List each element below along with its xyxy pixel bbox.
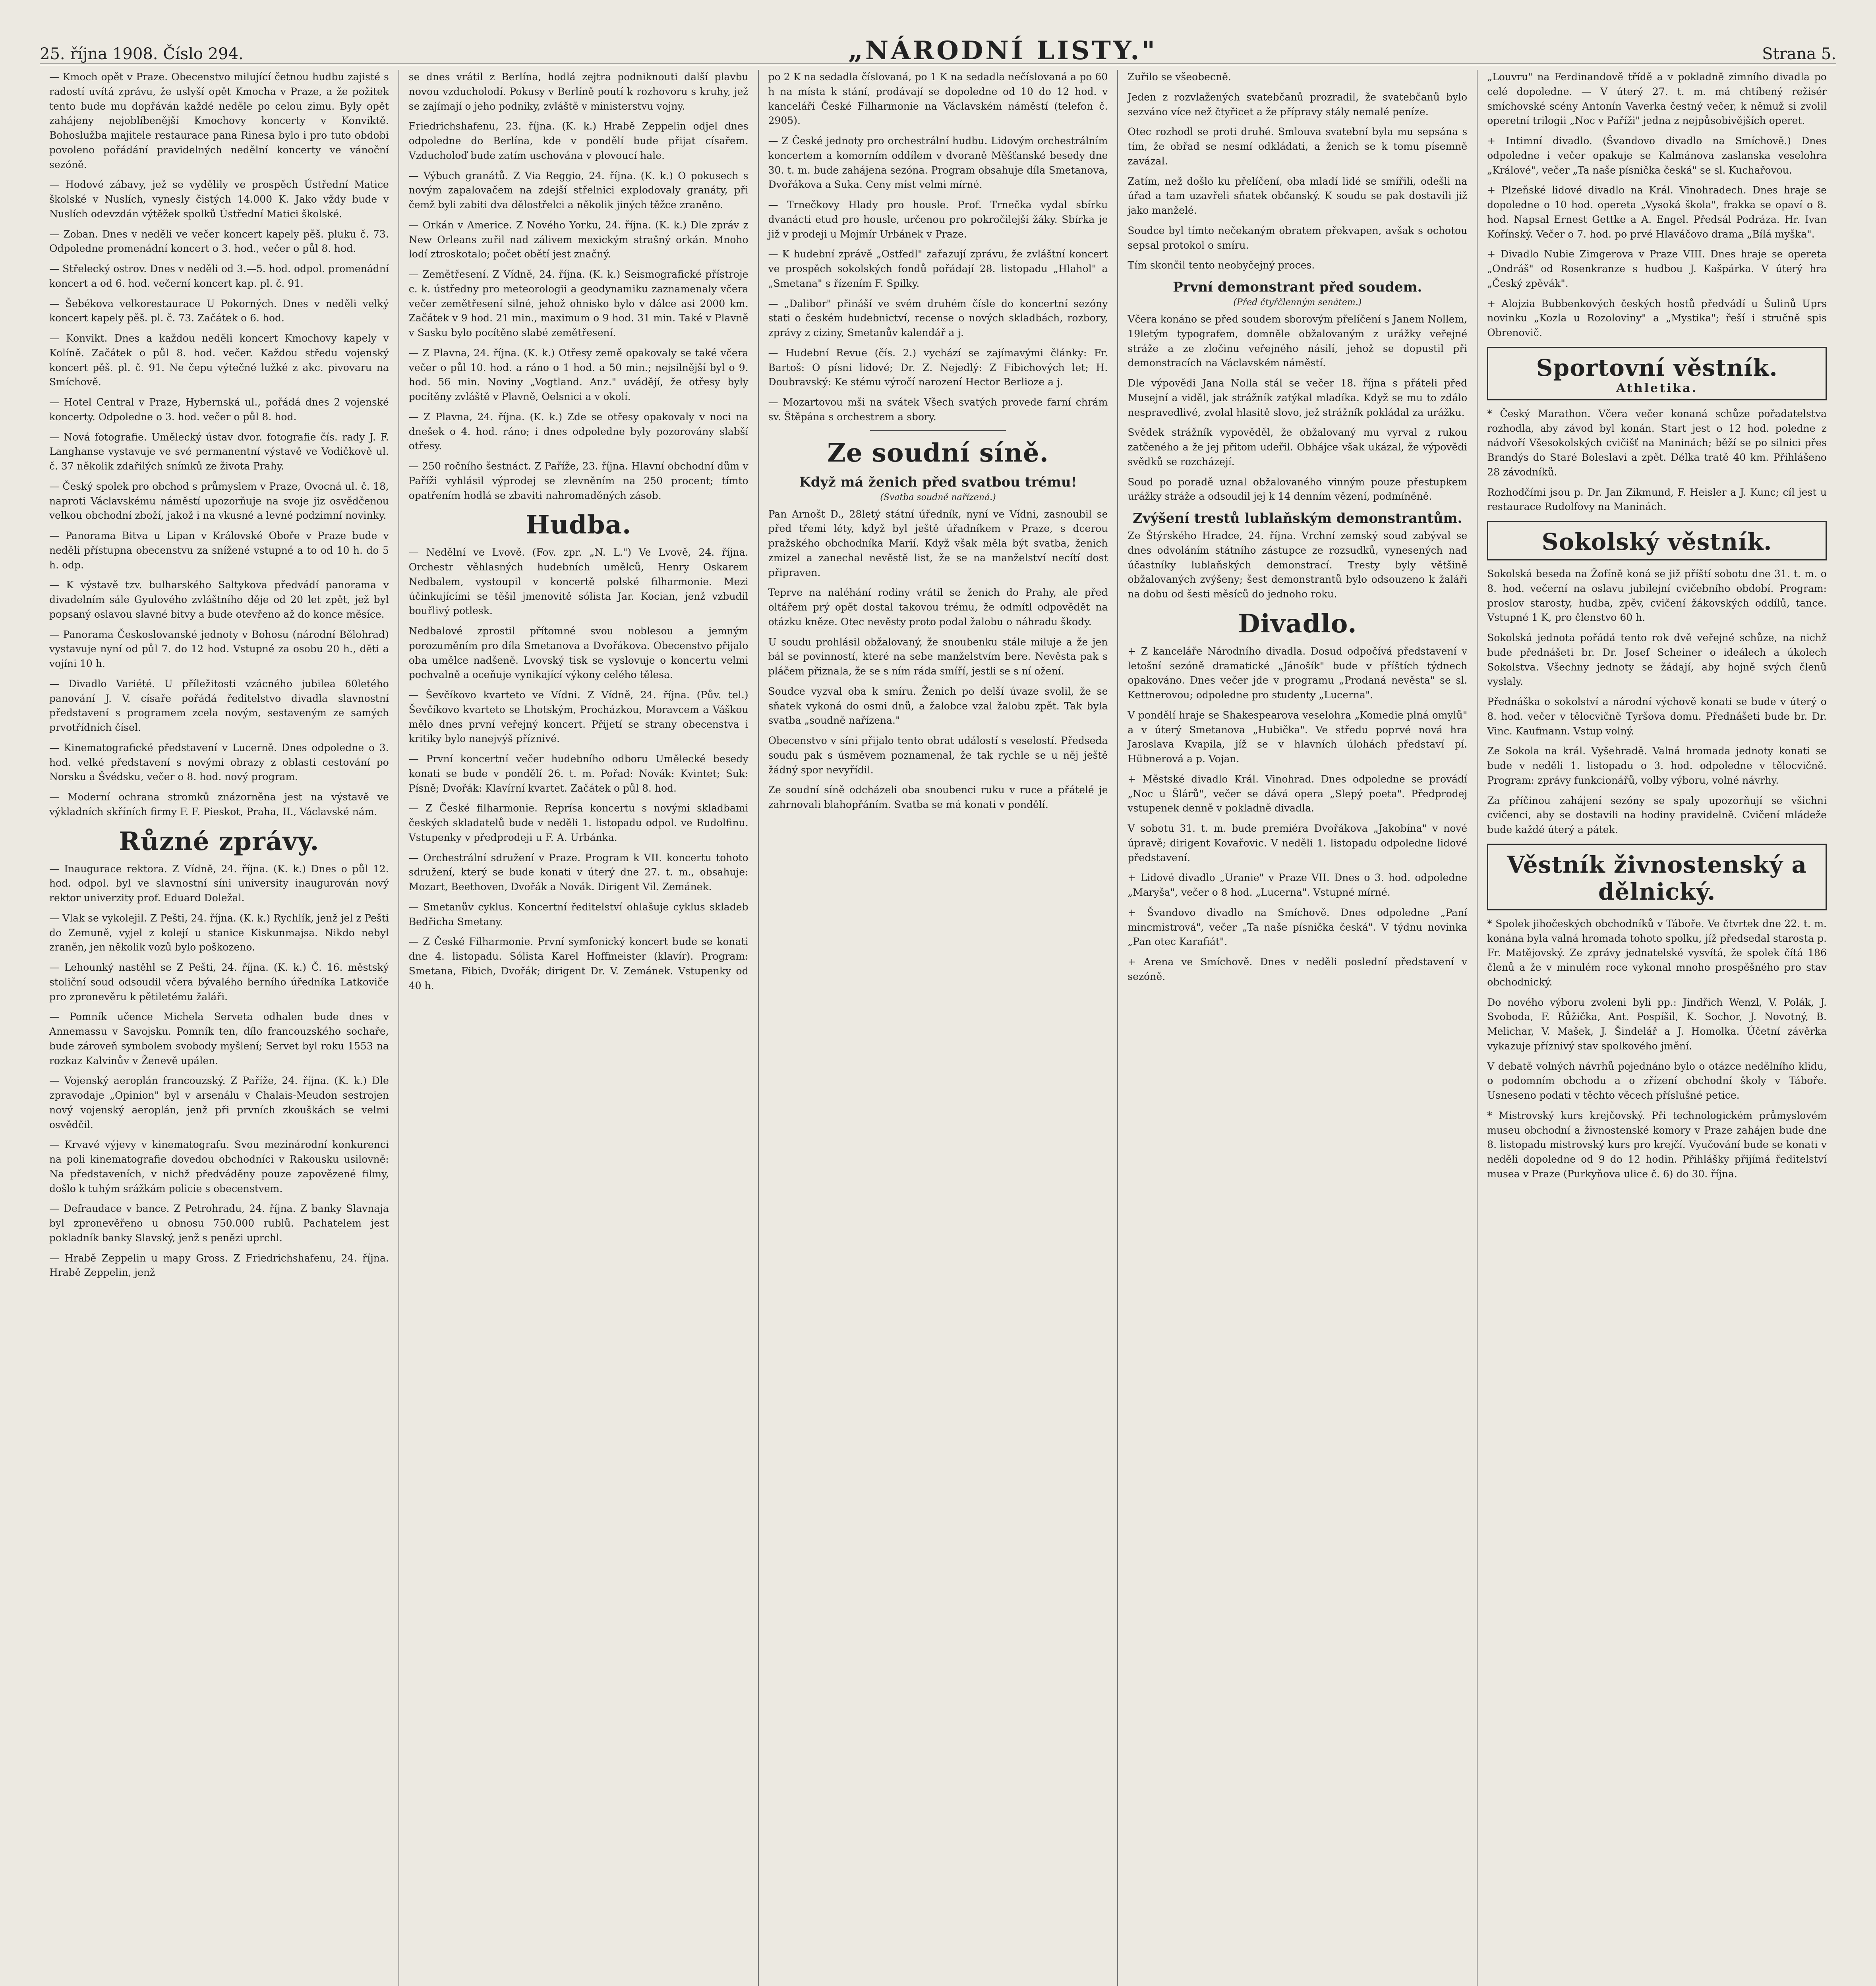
- article: — Hudební Revue (čís. 2.) vychází se zajímavými články: Fr. Bartoš: O písni lidové; Dr. Z. Nejedlý: Z Fibichových let; H. Doubravský: Ke stému výročí narození Hector Berlioze a j.: [768, 347, 1108, 388]
- article: Teprve na naléhání rodiny vrátil se ženich do Prahy, ale před oltářem prý opět dostal takovou trému, že odmítl odpovědět na otázku kněze. Otec nevěsty proto podal žalobu o náhradu škody.: [768, 587, 1108, 628]
- article: — Mozartovou mši na svátek Všech svatých provede farní chrám sv. Štěpána s orchestrem a sbory.: [768, 396, 1108, 423]
- article: * Český Marathon. Včera večer konaná schůze pořadatelstva rozhodla, aby závod byl konán. Start jest o 12 hod. poledne z nádvoří Všesokolských cvičišť na Maninách; běží se po silnici přes Brandýs do Staré Boleslavi a zpět. Délka tratě 40 km. Přihlášeno 28 závodníků.: [1487, 408, 1827, 478]
- article: Pan Arnošt D., 28letý státní úředník, nyní ve Vídni, zasnoubil se před třemi léty, když byl ještě úřadníkem v Praze, s dcerou pražského obchodníka Marií. Když však měla být svatba, ženich zmizel a zanechal nevěstě list, že se na manželství necítí dost připraven.: [768, 508, 1108, 578]
- article: — Inaugurace rektora. Z Vídně, 24. října. (K. k.) Dnes o půl 12. hod. odpol. byl ve slavnostní síni university inaugurován nový rektor univerzity prof. Eduard Doležal.: [49, 863, 389, 904]
- article: — Trnečkovy Hlady pro housle. Prof. Trnečka vydal sbírku dvanácti etud pro housle, určenou pro pokročilejší žáky. Sbírka je již v prodeji u Mojmír Urbánek v Praze.: [768, 199, 1108, 240]
- section-box-sport: [1487, 347, 1827, 400]
- article: Včera konáno se před soudem sborovým přelíčení s Janem Nollem, 19letým typografem, domněle obžalovaným z urážky veřejné stráže a ze zločinu veřejného násilí, jehož se dopustil při demonstracích na Václavském náměstí.: [1128, 313, 1468, 369]
- article: — Nedělní ve Lvově. (Fov. zpr. „N. L.") Ve Lvově, 24. října. Orchestr věhlasných hudebních umělců, Henry Oskarem Nedbalem, vystoupil v koncertě polské filharmonie. Mezi účinkujícími se těšil jmenovitě sólista Jar. Kocian, jenž vzbudil bouřlivý potlesk.: [408, 547, 748, 617]
- section-box-sokol: [1487, 521, 1827, 560]
- article: Sokolská beseda na Žofíně koná se již příští sobotu dne 31. t. m. o 8. hod. večerní na oslavu jubilejní cvičebního období. Program: proslov starosty, hudba, zpěv, cvičení žákovských oddílů, tance. Vstupné 1 K, pro členstvo 60 h.: [1487, 568, 1827, 624]
- article: — Kmoch opět v Praze. Obecenstvo milující četnou hudbu zajisté s radostí uvítá zprávu, že uslyší opět Kmocha v Praze, a že požitek tento bude mu dopřáván každé neděle po celou zimu. Byly opět zahájeny nejoblíbenější Kmochovy koncerty v Konviktě. Bohoslužba majitele restaurace pana Rinesa bylo i pro tuto obdobi povoleno pořádání pravidelných nedělní koncerty ve vánoční sezóně.: [49, 71, 389, 170]
- article: + Divadlo Nubie Zimgerova v Praze VIII. Dnes hraje se opereta „Ondráš" od Rosenkranze s hudbou J. Kašpárka. V úterý hra „Český zpěvák".: [1487, 248, 1827, 289]
- column-3: [759, 70, 1118, 1986]
- article-subheadline: (Před čtyřčlenným senátem.): [1233, 298, 1362, 307]
- article: Soudce vyzval oba k smíru. Ženich po delší úvaze svolil, že se sňatek vykoná do osmi dnů, a žalobce vzal žalobu zpět. Tak byla svatba „soudně nařízena.": [768, 685, 1108, 726]
- article: — Střelecký ostrov. Dnes v neděli od 3.—5. hod. odpol. promenádní koncert a od 6. hod. večerní koncert kap. pl. č. 91.: [49, 263, 389, 289]
- article: — Divadlo Variété. U příležitosti vzácného jubilea 60letého panování J. V. císaře pořádá ředitelstvo divadla slavnostní představení s programem zcela novým, sestaveným ze samých prvotřídních čísel.: [49, 678, 389, 733]
- article: + Lidové divadlo „Uranie" v Praze VII. Dnes o 3. hod. odpoledne „Maryša", večer o 8 hod. „Lucerna". Vstupné mírné.: [1128, 872, 1468, 898]
- article: — „Dalibor" přináší ve svém druhém čísle do koncertní sezóny stati o českém hudebnictví, recense o nových skladbách, rozbory, zprávy z ciziny, Smetanův kalendář a j.: [768, 298, 1108, 338]
- article-headline: Zvýšení trestů lublaňským demonstrantům.: [1133, 510, 1462, 526]
- article: + Alojzia Bubbenkových českých hostů předvádí u Šulinů Uprs novinku „Kozla u Rozoloviny" a „Mystika"; řeší i stručně spis Obrenovič.: [1487, 298, 1827, 338]
- section-heading-hudba: Hudba.: [526, 510, 632, 540]
- article: Soudce byl tímto nečekaným obratem překvapen, avšak s ochotou sepsal protokol o smíru.: [1128, 224, 1468, 251]
- article: U soudu prohlásil obžalovaný, že snoubenku stále miluje a že jen bál se povinností, které na sebe manželstvím bere. Nevěsta pak s pláčem přiznala, že se s ním ráda smíří, jestli se s ní ožení.: [768, 636, 1108, 677]
- article: — Panorama Českoslovanské jednoty v Bohosu (národní Bělohrad) vystavuje nyní od půl 7. do 12 hod. Vstupné za osobu 20 h., děti a vojíni 10 h.: [49, 628, 389, 669]
- article-subheadline: (Svatba soudně nařízená.): [880, 492, 996, 502]
- article: Nedbalové zprostil přítomné svou noblesou a jemným porozuměním pro díla Smetanova a Dvořákova. Obecenstvo přijalo oba umělce nadšeně. Lvovský tisk se vyslovuje o koncertu velmi pochvalně a oceňuje vynikající výkony celého tělesa.: [408, 625, 748, 681]
- article: Ze Sokola na král. Vyšehradě. Valná hromada jednoty konati se bude v neděli 1. listopadu o 3. hod. odpoledne v tělocvičně. Program: zprávy funkcionářů, volby výboru, volné návrhy.: [1487, 745, 1827, 786]
- article: Zatím, než došlo ku přelíčení, oba mladí lidé se smířili, odešli na úřad a tam uzavřeli sňatek občanský. K soudu se pak dostavili již jako manželé.: [1128, 175, 1468, 216]
- page-number: Strana 5.: [1762, 45, 1836, 63]
- article-headline: Když má ženich před svatbou trému!: [799, 474, 1077, 490]
- article: — Zemětřesení. Z Vídně, 24. října. (K. k.) Seismografické přístroje c. k. ústředny pro meteorologii a geodynamiku zaznamenaly včera večer zemětřesení silné, jehož ohnisko bylo v dálce asi 2000 km. Začátek v 9 hod. 21 min., maximum o 9 hod. 31 min. Také v Plavně v Sasku bylo pocítěno slabé zemětřesení.: [408, 269, 748, 338]
- article: Friedrichshafenu, 23. října. (K. k.) Hrabě Zeppelin odjel dnes odpoledne do Berlína, kde v pondělí bude přijat císařem. Vzducholoď bude zatím uschována v plovoucí hale.: [408, 120, 748, 161]
- article: — Defraudace v bance. Z Petrohradu, 24. října. Z banky Slavnaja byl zpronevěřeno u obnosu 750.000 rublů. Pachatelem jest pokladník banky Slavský, jenž s penězi uprchl.: [49, 1203, 389, 1244]
- article: — Orkán v Americe. Z Nového Yorku, 24. října. (K. k.) Dle zpráv z New Orleans zuřil nad zálivem mexickým strašný orkán. Mnoho lodí ztroskotalo; počet obětí jest značný.: [408, 219, 748, 260]
- section-heading-vestnik-zivnostensky: Věstník živnostenský a dělnický.: [1507, 851, 1807, 905]
- article: — Zoban. Dnes v neděli ve večer koncert kapely pěš. pluku č. 73. Odpoledne promenádní koncert o 3. hod., večer o půl 8. hod.: [49, 228, 389, 255]
- article: — První koncertní večer hudebního odboru Umělecké besedy konati se bude v pondělí 26. t. m. Pořad: Novák: Kvintet; Suk: Písně; Dvořák: Klavírní kvartet. Začátek o půl 8. hod.: [408, 753, 748, 794]
- article: — K hudební zprávě „Ostfedl" zařazují zprávu, že zvláštní koncert ve prospěch sokolských fondů pořádají 28. listopadu „Hlahol" a „Smetana" s řízením F. Spilky.: [768, 248, 1108, 289]
- issue-date: 25. října 1908. Číslo 294.: [40, 45, 244, 63]
- article: Svědek strážník vypověděl, že obžalovaný mu vyrval z rukou zatčeného a že jej přitom udeřil. Obhájce však ukázal, že výpovědi svědků se rozcházejí.: [1128, 427, 1468, 468]
- article: + Švandovo divadlo na Smíchově. Dnes odpoledne „Paní mincmistrová", večer „Ta naše písnička česká". V týdnu novinka „Pan otec Karafiát".: [1128, 906, 1468, 948]
- column-4: [1118, 70, 1478, 1986]
- article: — Pomník učence Michela Serveta odhalen bude dnes v Annemassu v Savojsku. Pomník ten, dílo francouzského sochaře, bude zároveň symbolem svobody myšlení; Servet byl roku 1553 na rozkaz Kalvinův v Ženevě upálen.: [49, 1011, 389, 1066]
- article: — Vojenský aeroplán francouzský. Z Paříže, 24. října. (K. k.) Dle zpravodaje „Opinion" byl v arsenálu v Chalais-Meudon sestrojen nový vojenský aeroplán, jenž při prvních zkouškách se velmi osvědčil.: [49, 1075, 389, 1130]
- article: — Z České jednoty pro orchestrální hudbu. Lidovým orchestrálním koncertem a komorním oddílem v dvoraně Měšťanské besedy dne 30. t. m. bude zahájena sezóna. Program obsahuje díla Smetanova, Dvořákova a Suka. Ceny míst velmi mírné.: [768, 135, 1108, 191]
- article: Ze soudní síně odcházeli oba snoubenci ruku v ruce a přátelé je zahrnovali blahopřáním. Svatba se má konati v pondělí.: [768, 784, 1108, 810]
- section-heading-sportovni-vestnik: Sportovní věstník.: [1536, 354, 1778, 381]
- article: po 2 K na sedadla číslovaná, po 1 K na sedadla nečíslovaná a po 60 h na místa k stání, prodávají se dopoledne od 10 do 12 hod. v kanceláři České Filharmonie na Václavském náměstí (telefon č. 2905).: [768, 71, 1108, 127]
- article: * Spolek jihočeských obchodníků v Táboře. Ve čtvrtek dne 22. t. m. konána byla valná hromada tohoto spolku, jíž předsedal starosta p. Fr. Matějovský. Ze zprávy jednatelské vysvítá, že spolek čítá 186 členů a že v minulém roce vykonal mnoho prospěšného pro stav obchodnický.: [1487, 918, 1827, 988]
- section-heading-sokolsky-vestnik: Sokolský věstník.: [1541, 528, 1772, 555]
- section-heading-ruzne-zpravy: Různé zprávy.: [119, 826, 319, 856]
- article: Do nového výboru zvoleni byli pp.: Jindřich Wenzl, V. Polák, J. Svoboda, F. Růžička, Ant. Pospíšil, K. Sochor, J. Novotný, B. Melichar, V. Mašek, J. Šindelář a J. Homolka. Účetní závěrka vykazuje příznivý stav spolkového jmění.: [1487, 996, 1827, 1052]
- section-heading-divadlo: Divadlo.: [1238, 609, 1357, 639]
- article: Soud po poradě uznal obžalovaného vinným pouze přestupkem urážky stráže a odsoudil jej k 14 denním vězení, podmíněně.: [1128, 476, 1468, 502]
- article: Za příčinou zahájení sezóny se spaly upozorňují se všichni cvičenci, aby se dostavili na hodiny pravidelně. Cvičení mládeže bude každé úterý a pátek.: [1487, 794, 1827, 835]
- article: — Z České filharmonie. Reprísa koncertu s novými skladbami českých skladatelů bude v neděli 1. listopadu odpol. ve Rudolfinu. Vstupenky v předprodeji u F. A. Urbánka.: [408, 802, 748, 843]
- article: Zuřilo se všeobecně.: [1128, 71, 1231, 83]
- article: — Hodové zábavy, jež se vydělily ve prospěch Ústřední Matice školské v Nuslích, vynesly čistých 14.000 K. Jako vždy bude v Nuslích odevzdán výtěžek spolků Ústřední Matici školské.: [49, 179, 389, 220]
- article: — Kinematografické představení v Lucerně. Dnes odpoledne o 3. hod. velké představení s novými obrazy z oblasti cestování po Norsku a Švédsku, večer o 8. hod. nový program.: [49, 742, 389, 783]
- article: — Hrabě Zeppelin u mapy Gross. Z Friedrichshafenu, 24. října. Hrabě Zeppelin, jenž: [49, 1252, 389, 1279]
- article: V debatě volných návrhů pojednáno bylo o otázce nedělního klidu, o podomním obchodu a o zřízení obchodní školy v Táboře. Usneseno podati v těchto věcech příslušné petice.: [1487, 1060, 1827, 1101]
- article: V pondělí hraje se Shakespearova veselohra „Komedie plná omylů" a v úterý Smetanova „Hubička". Ve středu poprvé nová hra Jaroslava Kvapila, jíž se v hlavních úlohách představí pí. Hübnerová a p. Vojan.: [1128, 709, 1468, 765]
- article: — Smetanův cyklus. Koncertní ředitelství ohlašuje cyklus skladeb Bedřicha Smetany.: [408, 901, 748, 927]
- article: Jeden z rozvlažených svatebčanů prozradil, že svatebčanů bylo sezváno více než čtyřicet a že přípravy stály nemalé peníze.: [1128, 91, 1468, 118]
- article: Ze Štýrského Hradce, 24. října. Vrchní zemský soud zabýval se dnes odvoláním státního zástupce ze rozsudků, vynesených nad účastníky lublaňských demonstrací. Tresty byly většině obžalovaných zvýšeny; šest demonstrantů bylo odsouzeno k žaláři na dobu od šesti měsíců do jednoho roku.: [1128, 530, 1468, 600]
- article: + Plzeňské lidové divadlo na Král. Vinohradech. Dnes hraje se dopoledne o 10 hod. opereta „Vysoká škola", frakka se opaví o 8. hod. Napsal Ernest Gettke a A. Engel. Předsál Podráza. Hr. Ivan Kořínský. Večer o 7. hod. po prvé Hlaváčovo drama „Bílá myška".: [1487, 184, 1827, 240]
- article: — Výbuch granátů. Z Via Reggio, 24. října. (K. k.) O pokusech s novým zapalovačem na zdejší střelnici explodovaly granáty, při čemž byli zabiti dva dělostřelci a několik jiných těžce zraněno.: [408, 170, 748, 211]
- article: Tím skončil tento neobyčejný proces.: [1128, 259, 1315, 271]
- article: — Krvavé výjevy v kinematografu. Svou mezinárodní konkurenci na poli kinematografie dovedou obchodníci v Rakousku usilovně: Na představeních, v nichž předváděny pouze zapovězené filmy, došlo k tuhým srážkám policie s obecenstvem.: [49, 1139, 389, 1194]
- newspaper-title: „NÁRODNÍ LISTY.": [848, 36, 1157, 66]
- column-1: [40, 70, 399, 1986]
- columns: [40, 70, 1836, 1986]
- article: V sobotu 31. t. m. bude premiéra Dvořákova „Jakobína" v nové úpravě; dirigent Kovařovic. V neděli 1. listopadu odpoledne lidové představení.: [1128, 823, 1468, 864]
- article: — Z Plavna, 24. října. (K. k.) Otřesy země opakovaly se také včera večer o půl 10. hod. a ráno o 1 hod. a 50 min.; nejsilnější byl o 9. hod. 56 min. Noviny „Vogtland. Anz." uvádějí, že otřesy byly pocítěny zvláště v Plavně, Oelsnici a v okolí.: [408, 347, 748, 402]
- article: + Z kanceláře Národního divadla. Dosud odpočívá představení v letošní sezóně dramatické „Jánošík" bude v příštích týdnech opakováno. Dnes večer jde v programu „Prodaná nevěsta" se sl. Kettnerovou; odpoledne pro studenty „Lucerna".: [1128, 645, 1468, 701]
- section-box-zivnostensky: [1487, 844, 1827, 910]
- article: — Orchestrální sdružení v Praze. Program k VII. koncertu tohoto sdružení, který se bude konati v úterý dne 27. t. m., obsahuje: Mozart, Beethoven, Dvořák a Novák. Dirigent Vil. Zemánek.: [408, 852, 748, 893]
- article: Otec rozhodl se proti druhé. Smlouva svatební byla mu sepsána s tím, že obřad se nesmí odkládati, a ženich se k tomu písemně zavázal.: [1128, 126, 1468, 167]
- article: — 250 ročního šestnáct. Z Paříže, 23. října. Hlavní obchodní dům v Paříži vyhlásil výprodej se zlevněním na 250 procent; tímto opatřením hodlá se zbaviti nahromaděných zásob.: [408, 460, 748, 501]
- section-subheading-athletika: Athletika.: [1616, 381, 1698, 395]
- masthead: [40, 36, 1836, 65]
- article: „Louvru" na Ferdinandově třídě a v pokladně zimního divadla po celé dopoledne. — V úterý 27. t. m. má chtíbený režisér smíchovské scény Antonín Vaverka čestný večer, k němuž si zvolil operetní trilogii „Noc v Paříži" jedna z nejpůsobivějších operet.: [1487, 71, 1827, 127]
- article: — Lehounký nastěhl se Z Pešti, 24. října. (K. k.) Č. 16. městský stoliční soud odsoudil včera bývalého berního úředníka Latkoviče pro zpronevěru k pětiletému žaláři.: [49, 962, 389, 1003]
- article: — Nová fotografie. Umělecký ústav dvor. fotografie čís. rady J. F. Langhanse vystavuje ve své permanentní výstavě ve Vodičkově ul. č. 37 několik zdařilých snímků ze života Prahy.: [49, 431, 389, 472]
- article: — Vlak se vykolejil. Z Pešti, 24. října. (K. k.) Rychlík, jenž jel z Pešti do Zemuně, vyjel z kolejí u stanice Kiskunmajsa. Nikdo nebyl zraněn, jen několik vozů bylo poškozeno.: [49, 912, 389, 953]
- column-2: [399, 70, 759, 1986]
- article: Sokolská jednota pořádá tento rok dvě veřejné schůze, na nichž bude přednášeti br. Dr. Josef Scheiner o ideálech a úkolech Sokolstva. Všechny jednoty se žádají, aby hojně svých členů vyslaly.: [1487, 632, 1827, 688]
- article: Rozhodčími jsou p. Dr. Jan Zikmund, F. Heisler a J. Kunc; cíl jest u restaurace Rudolfovy na Maninách.: [1487, 486, 1827, 513]
- article: + Městské divadlo Král. Vinohrad. Dnes odpoledne se provádí „Noc u Šlárů", večer se dává opera „Slepý poeta". Předprodej vstupenek denně v pokladně divadla.: [1128, 773, 1468, 814]
- article: — Moderní ochrana stromků znázorněna jest na výstavě ve výkladních skříních firmy F. F. Pieskot, Praha, II., Václavské nám.: [49, 791, 389, 817]
- article: — Z Plavna, 24. října. (K. k.) Zde se otřesy opakovaly v noci na dnešek o 4. hod. ráno; i dnes odpoledne byly pozorovány slabší otřesy.: [408, 411, 748, 452]
- article: Přednáška o sokolství a národní výchově konati se bude v úterý o 8. hod. večer v tělocvičně Tyršova domu. Přednášeti bude br. Dr. Vinc. Kaufmann. Vstup volný.: [1487, 696, 1827, 737]
- article: Obecenstvo v síni přijalo tento obrat událostí s veselostí. Předseda soudu pak s úsměvem poznamenal, že tak rychle se u něj ještě žádný spor nevyřídil.: [768, 735, 1108, 776]
- article: — Z České Filharmonie. První symfonický koncert bude se konati dne 4. listopadu. Sólista Karel Hoffmeister (klavír). Program: Smetana, Fibich, Dvořák; dirigent Dr. V. Zemánek. Vstupenky od 40 h.: [408, 936, 748, 991]
- article: — Panorama Bitva u Lipan v Královské Oboře v Praze bude v neděli přístupna obecenstvu za snížené vstupné a to od 10 h. do 5 h. odp.: [49, 530, 389, 571]
- divider: [870, 430, 1006, 431]
- column-5: [1478, 70, 1836, 1986]
- article: + Intimní divadlo. (Švandovo divadlo na Smíchově.) Dnes odpoledne i večer opakuje se Kalmánova zaslanska veselohra „Králové", večer „Ta naše písnička česká" se sl. Kuchařovou.: [1487, 135, 1827, 176]
- article: * Mistrovský kurs krejčovský. Při technologickém průmyslovém museu obchodní a živnostenské komory v Praze zahájen bude dne 8. listopadu mistrovský kurs pro krejčí. Vyučování bude se konati v neděli dopoledne od 9 do 12 hodin. Přihlášky přijímá ředitelství musea v Praze (Purkyňova ulice č. 6) do 30. října.: [1487, 1109, 1827, 1180]
- article: — K výstavě tzv. bulharského Saltykova předvádí panorama v divadelním sále Gyulového zvláštního děje od 20 let zpět, jež byl popsaný oslavou slavné bitvy a bude otevřeno až do konce měsíce.: [49, 579, 389, 620]
- article: Dle výpovědi Jana Nolla stál se večer 18. října s přáteli před Musejní a viděl, jak strážník zatýkal mladíka. Když se mu to zdálo nespravedlivé, zvolal hlasitě slovo, jež strážník pokládal za urážku.: [1128, 377, 1468, 418]
- article: — Hotel Central v Praze, Hybernská ul., pořádá dnes 2 vojenské koncerty. Odpoledne o 3. hod. večer o půl 8. hod.: [49, 396, 389, 423]
- article: — Šebékova velkorestaurace U Pokorných. Dnes v neděli velký koncert kapely pěš. pl. č. 73. Začátek o 6. hod.: [49, 298, 389, 324]
- article: + Arena ve Smíchově. Dnes v neděli poslední představení v sezóně.: [1128, 956, 1468, 982]
- article: — Konvikt. Dnes a každou neděli koncert Kmochovy kapely v Kolíně. Začátek o půl 8. hod. večer. Každou středu vojenský koncert pěš. pl. č. 91. Ne čepu výtečné lužké z akc. pivovaru na Smíchově.: [49, 332, 389, 388]
- article: — Ševčíkovo kvarteto ve Vídni. Z Vídně, 24. října. (Pův. tel.) Ševčíkovo kvarteto se Lhotským, Procházkou, Moravcem a Váškou mělo dnes první veřejný koncert. Přijetí se strany obecenstva i kritiky bylo nanejvýš příznivé.: [408, 689, 748, 745]
- article-headline: První demonstrant před soudem.: [1173, 279, 1422, 295]
- section-heading-ze-soudni-sine: Ze soudní síně.: [827, 438, 1049, 468]
- article: se dnes vrátil z Berlína, hodlá zejtra podniknouti další plavbu novou vzducholodí. Pokusy v Berlíně poutí k rozhovoru s kruhy, jež se zajímají o jeho podniky, zvláště v ministerstvu vojny.: [408, 71, 748, 112]
- article: — Český spolek pro obchod s průmyslem v Praze, Ovocná ul. č. 18, naproti Václavskému náměstí upozorňuje na svoje jiz osvědčenou velkou obchodní zboží, jakož i na vkusné a levné podzimní novinky.: [49, 480, 389, 522]
